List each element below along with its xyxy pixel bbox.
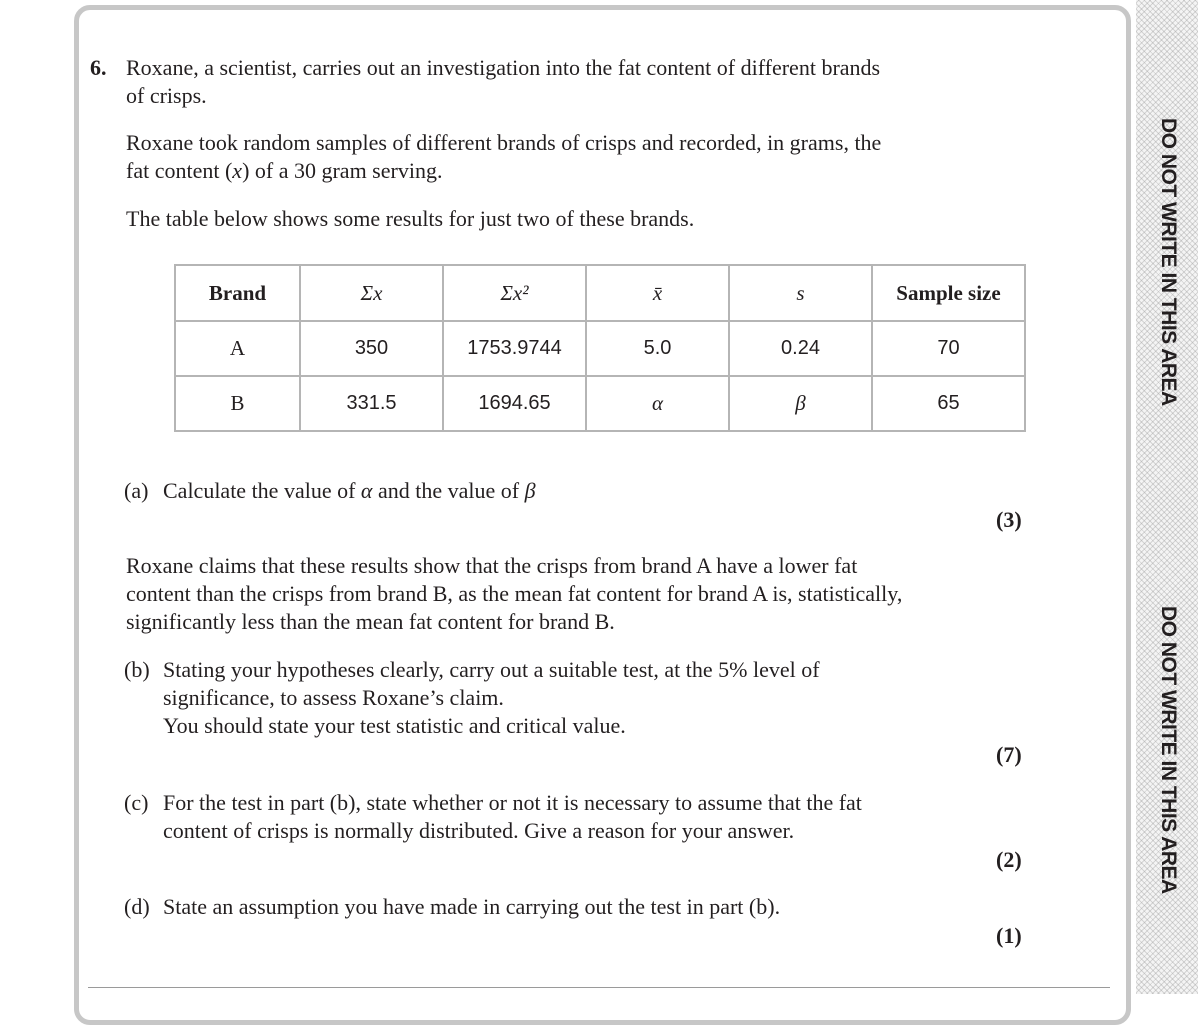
header-brand: Brand <box>175 265 300 321</box>
part-d-line-1: State an assumption you have made in carrying out the test in part (b). <box>163 894 781 919</box>
intro-line-2: of crisps. <box>126 83 207 108</box>
header-sample-size: Sample size <box>872 265 1025 321</box>
header-sum-x-squared: Σx² <box>443 265 586 321</box>
cell-sample-size: 65 <box>872 376 1025 431</box>
cell-sum-x: 331.5 <box>300 376 443 431</box>
header-sum-x: Σx <box>300 265 443 321</box>
cell-mean: 5.0 <box>586 321 729 376</box>
claim-line-2: content than the crisps from brand B, as the mean fat content for brand A is, statistically, <box>126 581 903 606</box>
part-a-marks: (3) <box>996 507 1022 532</box>
cell-brand: B <box>175 376 300 431</box>
cell-std-dev: 0.24 <box>729 321 872 376</box>
part-c-line-2: content of crisps is normally distributed. Give a reason for your answer. <box>163 818 795 843</box>
part-b-line-2: significance, to assess Roxane’s claim. <box>163 685 504 710</box>
part-b-label: (b) <box>124 657 150 682</box>
table-row <box>175 321 1025 376</box>
part-c-label: (c) <box>124 790 149 815</box>
cell-sample-size: 70 <box>872 321 1025 376</box>
intro-line-1: Roxane, a scientist, carries out an investigation into the fat content of different brands <box>126 55 881 80</box>
question-number: 6. <box>90 55 107 80</box>
margin-notice-top: DO NOT WRITE IN THIS AREA <box>1157 118 1180 406</box>
part-a-text: Calculate the value of α and the value of β <box>163 478 536 503</box>
cell-std-dev: β <box>729 376 872 431</box>
cell-sum-x-squared: 1753.9744 <box>443 321 586 376</box>
table-header-row <box>175 265 1025 321</box>
cell-mean: α <box>586 376 729 431</box>
part-c-line-1: For the test in part (b), state whether or not it is necessary to assume that the fat <box>163 790 862 815</box>
claim-line-1: Roxane claims that these results show that the crisps from brand A have a lower fat <box>126 553 858 578</box>
part-a-label: (a) <box>124 478 149 503</box>
part-b-marks: (7) <box>996 742 1022 767</box>
paragraph-3: The table below shows some results for just two of these brands. <box>126 206 695 231</box>
answer-rule <box>88 987 1110 988</box>
part-d-label: (d) <box>124 894 150 919</box>
cell-brand: A <box>175 321 300 376</box>
header-mean: x̄ <box>586 265 729 321</box>
margin-notice-bottom: DO NOT WRITE IN THIS AREA <box>1157 606 1180 894</box>
table-row <box>175 376 1025 431</box>
paragraph-2-line-1: Roxane took random samples of different brands of crisps and recorded, in grams, the <box>126 130 882 155</box>
cell-sum-x: 350 <box>300 321 443 376</box>
paragraph-2-line-2: fat content (x) of a 30 gram serving. <box>126 158 443 183</box>
header-std-dev: s <box>729 265 872 321</box>
part-d-marks: (1) <box>996 923 1022 948</box>
claim-line-3: significantly less than the mean fat content for brand B. <box>126 609 615 634</box>
part-c-marks: (2) <box>996 847 1022 872</box>
part-b-line-3: You should state your test statistic and critical value. <box>163 713 626 738</box>
part-b-line-1: Stating your hypotheses clearly, carry out a suitable test, at the 5% level of <box>163 657 820 682</box>
cell-sum-x-squared: 1694.65 <box>443 376 586 431</box>
results-table <box>174 264 1026 432</box>
